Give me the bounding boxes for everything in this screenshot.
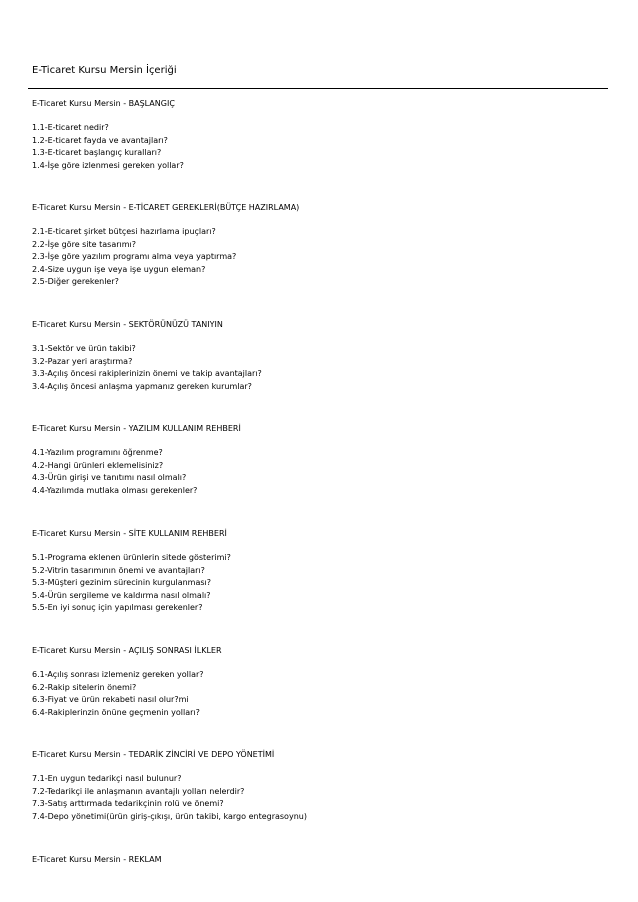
section-item: 1.3-E-ticaret başlangıç kuralları?: [32, 148, 162, 157]
section-heading: E-Ticaret Kursu Mersin - SİTE KULLANIM REHBERİ: [32, 529, 227, 538]
section-item: 6.2-Rakip sitelerin önemi?: [32, 682, 137, 692]
section-item-list: [32, 122, 612, 172]
section-item: 7.4-Depo yönetimi(ürün giriş-çıkışı, ürün takibi, kargo entegrasoynu): [32, 811, 307, 821]
title-divider: [28, 88, 608, 89]
section-item: 3.4-Açılış öncesi anlaşma yapmanız gereken kurumlar?: [32, 381, 252, 391]
section-item-list: [32, 669, 612, 719]
section-heading: E-Ticaret Kursu Mersin - E-TİCARET GEREKLERİ(BÜTÇE HAZIRLAMA): [32, 203, 300, 212]
section-item: 5.2-Vitrin tasarımının önemi ve avantajları?: [32, 565, 205, 575]
section-item: 4.1-Yazılım programını öğrenme?: [32, 448, 163, 457]
section-item: 5.5-En iyi sonuç için yapılması gerekenler?: [32, 603, 203, 612]
section-yazilim-kullanim-rehberi: [32, 423, 612, 497]
section-item: 6.3-Fiyat ve ürün rekabeti nasıl olur?mi: [32, 695, 189, 704]
section-item-list: [32, 226, 612, 289]
section-heading: E-Ticaret Kursu Mersin - YAZILIM KULLANIM REHBERİ: [32, 424, 241, 433]
section-heading: E-Ticaret Kursu Mersin - REKLAM: [32, 855, 162, 864]
section-heading: E-Ticaret Kursu Mersin - BAŞLANGIÇ: [32, 99, 175, 108]
section-item: 7.3-Satış arttırmada tedarikçinin rolü ve önemi?: [32, 799, 224, 808]
section-item: 6.1-Açılış sonrası izlemeniz gereken yollar?: [32, 670, 204, 679]
section-item: 7.2-Tedarikçi ile anlaşmanın avantajlı yolları nelerdir?: [32, 786, 245, 796]
section-item: 3.1-Sektör ve ürün takibi?: [32, 344, 136, 353]
section-heading: E-Ticaret Kursu Mersin - SEKTÖRÜNÜZÜ TANIYIN: [32, 320, 223, 329]
section-heading: E-Ticaret Kursu Mersin - AÇILIŞ SONRASI İLKLER: [32, 646, 222, 655]
section-item: 4.4-Yazılımda mutlaka olması gerekenler?: [32, 485, 198, 495]
document-title: E-Ticaret Kursu Mersin İçeriği: [32, 65, 177, 76]
section-item: 2.1-E-ticaret şirket bütçesi hazırlama ipuçları?: [32, 227, 216, 236]
section-sektorunuzu-taniyin: [32, 319, 612, 393]
section-item-list: [32, 447, 612, 497]
section-acilis-sonrasi-ilkler: [32, 645, 612, 719]
section-item: 4.3-Ürün girişi ve tanıtımı nasıl olmalı?: [32, 473, 187, 482]
section-item: 4.2-Hangi ürünleri eklemelisiniz?: [32, 460, 164, 470]
section-reklam: [32, 854, 612, 866]
section-item: 2.4-Size uygun işe veya işe uygun eleman?: [32, 264, 206, 274]
section-item-list: [32, 343, 612, 393]
section-item: 3.2-Pazar yeri araştırma?: [32, 356, 133, 366]
section-item: 2.2-İşe göre site tasarımı?: [32, 239, 137, 249]
section-item: 1.1-E-ticaret nedir?: [32, 123, 109, 132]
section-heading: E-Ticaret Kursu Mersin - TEDARİK ZİNCİRİ VE DEPO YÖNETİMİ: [32, 750, 275, 759]
section-item: 1.4-İşe göre izlenmesi gereken yollar?: [32, 160, 184, 170]
section-item: 5.3-Müşteri gezinim sürecinin kurgulanması?: [32, 578, 211, 587]
section-item: 6.4-Rakiplerinzin önüne geçmenin yolları?: [32, 707, 200, 717]
section-item: 3.3-Açılış öncesi rakiplerinizin önemi ve takip avantajları?: [32, 369, 262, 378]
section-item: 5.4-Ürün sergileme ve kaldırma nasıl olmalı?: [32, 590, 211, 600]
section-item-list: [32, 552, 612, 615]
section-item: 1.2-E-ticaret fayda ve avantajları?: [32, 135, 168, 145]
section-item: 2.5-Diğer gerekenler?: [32, 277, 119, 286]
section-site-kullanim-rehberi: [32, 528, 612, 615]
section-item: 2.3-İşe göre yazılım programı alma veya yaptırma?: [32, 252, 237, 261]
section-tedarik-zinciri: [32, 749, 612, 823]
section-baslangic: [32, 98, 612, 172]
section-e-ticaret-gerekleri: [32, 202, 612, 289]
section-item: 7.1-En uygun tedarikçi nasıl bulunur?: [32, 774, 182, 783]
section-item: 5.1-Programa eklenen ürünlerin sitede gösterimi?: [32, 553, 231, 562]
section-item-list: [32, 773, 612, 823]
